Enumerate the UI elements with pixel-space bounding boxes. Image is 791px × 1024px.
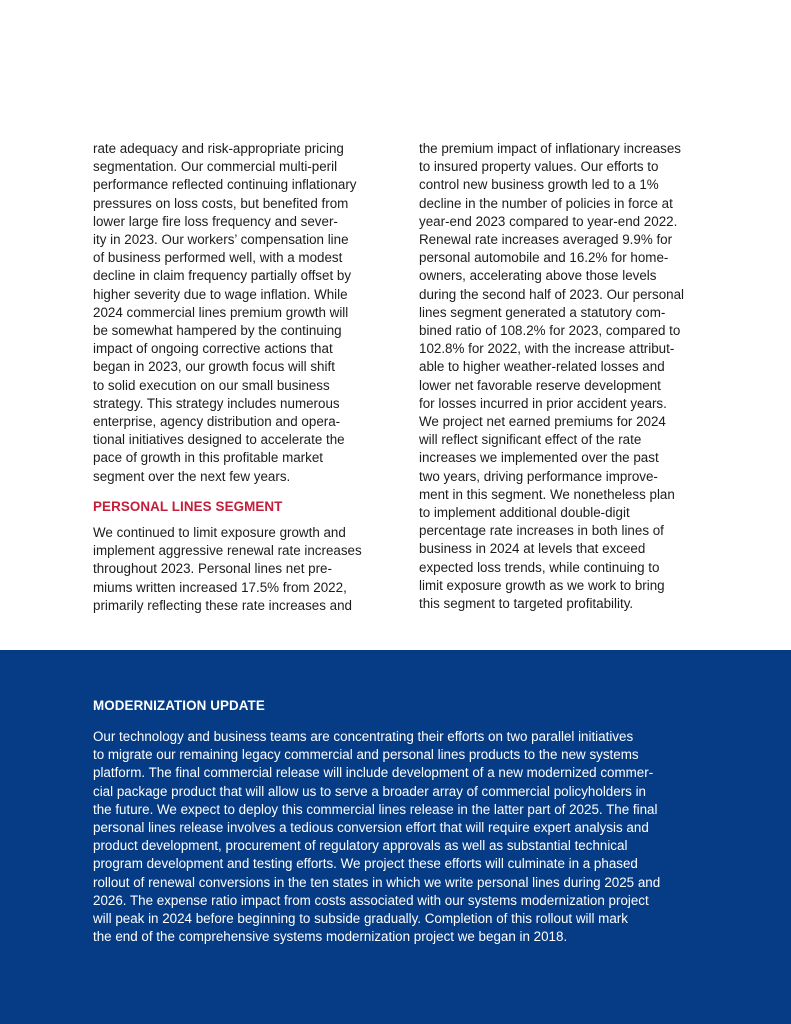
text-line: tional initiatives designed to accelerate the <box>93 432 345 448</box>
text-line: increases we implemented over the past <box>419 450 659 466</box>
text-line: strategy. This strategy includes numerous <box>93 395 340 411</box>
text-line: two years, driving performance improve- <box>419 468 658 484</box>
text-line: personal lines release involves a tedious conversion effort that will require expert analysis and <box>93 820 649 836</box>
left-column <box>93 140 393 615</box>
text-line: be somewhat hampered by the continuing <box>93 323 342 339</box>
text-line: to migrate our remaining legacy commercial and personal lines products to the new systems <box>93 747 639 763</box>
text-line: began in 2023, our growth focus will shift <box>93 359 335 375</box>
text-line: implement aggressive renewal rate increases <box>93 543 362 559</box>
text-line: rollout of renewal conversions in the ten states in which we write personal lines during 2025 and <box>93 874 661 890</box>
text-line: for losses incurred in prior accident years. <box>419 395 667 411</box>
text-line: We project net earned premiums for 2024 <box>419 414 666 430</box>
text-line: of business performed well, with a modest <box>93 250 343 266</box>
text-line: expected loss trends, while continuing to <box>419 559 660 575</box>
text-line: lower net favorable reserve development <box>419 377 661 393</box>
text-line: cial package product that will allow us to serve a broader array of commercial policyholders in <box>93 783 646 799</box>
text-line: to solid execution on our small business <box>93 377 330 393</box>
text-line: during the second half of 2023. Our personal <box>419 286 685 302</box>
text-line: segment over the next few years. <box>93 468 291 484</box>
modernization-banner <box>0 650 791 1024</box>
text-line: bined ratio of 108.2% for 2023, compared to <box>419 323 681 339</box>
text-line: the end of the comprehensive systems modernization project we began in 2018. <box>93 929 568 945</box>
text-line: impact of ongoing corrective actions that <box>93 341 333 357</box>
text-line: lower large fire loss frequency and sever- <box>93 213 338 229</box>
text-line: decline in the number of policies in force at <box>419 195 673 211</box>
text-line: Our technology and business teams are concentrating their efforts on two parallel initiatives <box>93 729 634 744</box>
text-line: personal automobile and 16.2% for home- <box>419 250 669 266</box>
modernization-paragraph <box>93 728 713 946</box>
text-line: product development, procurement of regulatory approvals as well as substantial technical <box>93 838 628 854</box>
text-line: to implement additional double-digit <box>419 505 630 521</box>
text-line: lines segment generated a statutory com- <box>419 304 666 320</box>
text-line: 102.8% for 2022, with the increase attribut- <box>419 341 675 357</box>
text-line: this segment to targeted profitability. <box>419 596 634 612</box>
text-line: ity in 2023. Our workers’ compensation line <box>93 232 349 248</box>
text-line: miums written increased 17.5% from 2022, <box>93 579 347 595</box>
text-line: ment in this segment. We nonetheless plan <box>419 486 675 502</box>
text-line: to insured property values. Our efforts to <box>419 159 659 175</box>
text-line: segmentation. Our commercial multi-peril <box>93 159 338 175</box>
text-line: throughout 2023. Personal lines net pre- <box>93 561 332 577</box>
text-line: limit exposure growth as we work to bring <box>419 577 665 593</box>
text-line: pace of growth in this profitable market <box>93 450 323 466</box>
text-line: 2024 commercial lines premium growth will <box>93 304 349 320</box>
text-line: Renewal rate increases averaged 9.9% for <box>419 232 673 248</box>
text-line: We continued to limit exposure growth and <box>93 525 346 541</box>
text-line: business in 2024 at levels that exceed <box>419 541 646 557</box>
text-line: pressures on loss costs, but benefited from <box>93 195 349 211</box>
text-line: the premium impact of inflationary increases <box>419 141 681 156</box>
text-line: performance reflected continuing inflationary <box>93 177 357 193</box>
text-line: rate adequacy and risk-appropriate pricing <box>93 141 344 156</box>
text-line: percentage rate increases in both lines of <box>419 523 664 539</box>
personal-lines-paragraph <box>93 524 393 615</box>
right-column <box>419 140 709 613</box>
text-line: 2026. The expense ratio impact from costs associated with our systems modernization project <box>93 892 649 908</box>
text-line: will reflect significant effect of the rate <box>419 432 642 448</box>
text-line: will peak in 2024 before beginning to subside gradually. Completion of this rollout will mark <box>93 911 628 927</box>
commercial-paragraph <box>93 140 393 486</box>
modernization-heading: MODERNIZATION UPDATE <box>93 698 265 713</box>
text-line: decline in claim frequency partially offset by <box>93 268 352 284</box>
text-line: program development and testing efforts. We project these efforts will culminate in a phased <box>93 856 638 872</box>
text-line: platform. The final commercial release will include development of a new modernized commer- <box>93 765 654 781</box>
text-line: the future. We expect to deploy this commercial lines release in the latter part of 2025. The final <box>93 801 658 817</box>
text-line: control new business growth led to a 1% <box>419 177 659 193</box>
text-line: year-end 2023 compared to year-end 2022. <box>419 213 678 229</box>
text-line: able to higher weather-related losses and <box>419 359 665 375</box>
text-line: owners, accelerating above those levels <box>419 268 657 284</box>
text-line: primarily reflecting these rate increases and <box>93 597 353 613</box>
text-line: higher severity due to wage inflation. While <box>93 286 348 302</box>
personal-lines-heading: PERSONAL LINES SEGMENT <box>93 498 283 514</box>
text-line: enterprise, agency distribution and opera- <box>93 414 341 430</box>
